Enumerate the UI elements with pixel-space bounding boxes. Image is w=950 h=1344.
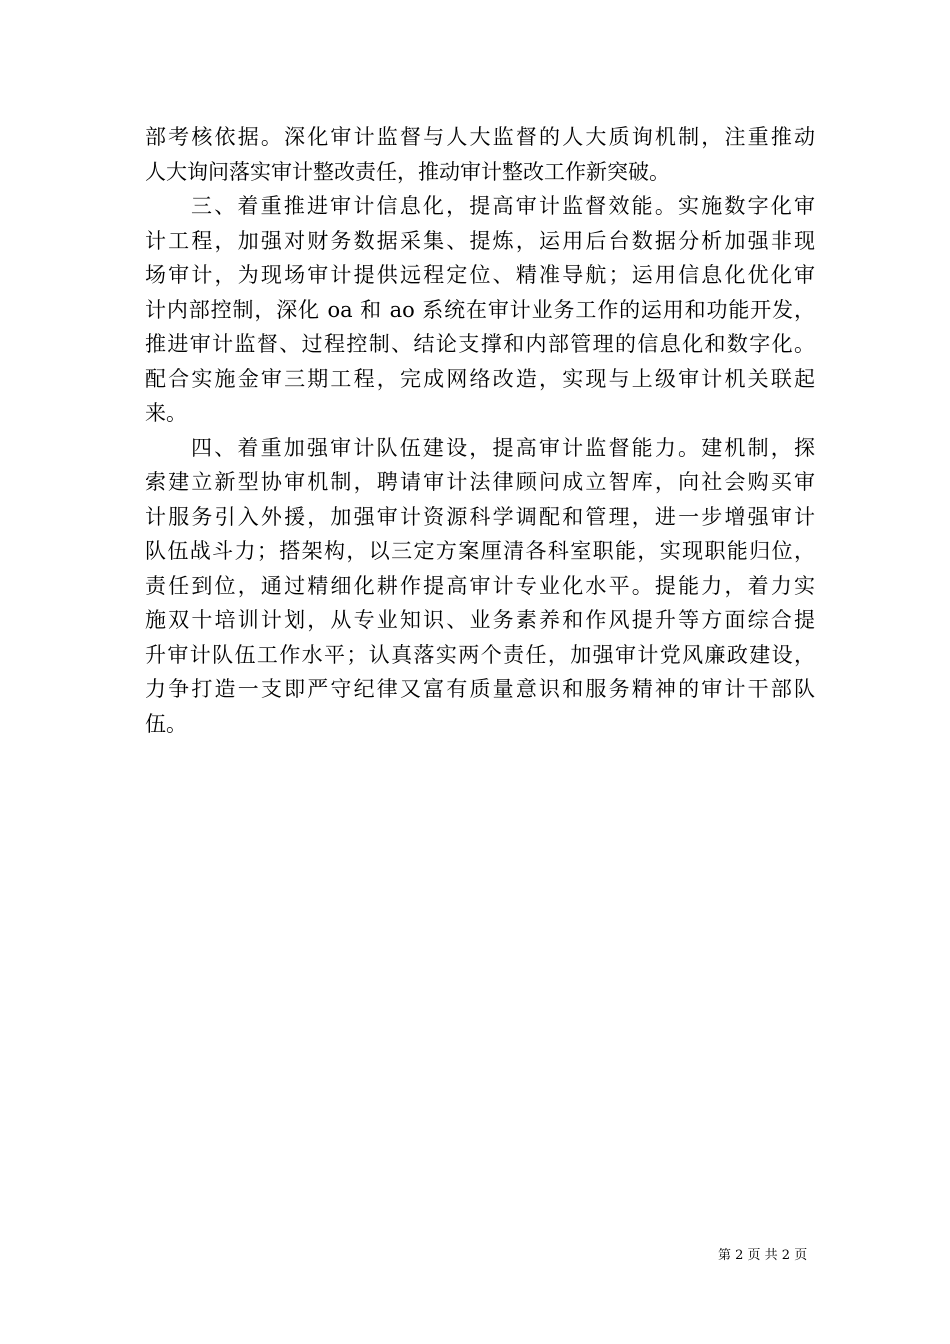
text-line: 施双十培训计划，从专业知识、业务素养和作风提升等方面综合提 [145, 608, 815, 632]
text-line: 来。 [145, 401, 187, 425]
text-line: 计内部控制，深化 oa 和 ao 系统在审计业务工作的运用和功能开发， [145, 297, 815, 322]
text-line: 伍。 [145, 711, 187, 736]
text-line: 人大询问落实审计整改责任，推动审计整改工作新突破。 [145, 159, 670, 184]
page-number-footer: 第 2 页 共 2 页 [718, 1248, 808, 1263]
paragraph-section-three [145, 189, 815, 431]
text-line: 计工程，加强对财务数据采集、提炼，运用后台数据分析加强非现 [145, 228, 815, 253]
text-line: 四、着重加强审计队伍建设，提高审计监督能力。建机制，探 [191, 435, 815, 460]
text-line: 配合实施金审三期工程，完成网络改造，实现与上级审计机关联起 [145, 366, 815, 391]
document-body [145, 120, 815, 741]
text-line: 队伍战斗力；搭架构，以三定方案厘清各科室职能，实现职能归位， [145, 539, 815, 563]
text-line: 力争打造一支即严守纪律又富有质量意识和服务精神的审计干部队 [145, 677, 815, 701]
text-line: 推进审计监督、过程控制、结论支撑和内部管理的信息化和数字化。 [145, 332, 815, 356]
paragraph-section-four [145, 431, 815, 742]
text-line: 索建立新型协审机制，聘请审计法律顾问成立智库，向社会购买审 [145, 470, 815, 494]
text-line: 升审计队伍工作水平；认真落实两个责任，加强审计党风廉政建设， [145, 642, 815, 667]
text-line: 责任到位，通过精细化耕作提高审计专业化水平。提能力，着力实 [145, 573, 815, 598]
text-line: 三、着重推进审计信息化，提高审计监督效能。实施数字化审 [191, 194, 815, 218]
text-line: 计服务引入外援，加强审计资源科学调配和管理，进一步增强审计 [145, 504, 815, 529]
text-line: 部考核依据。深化审计监督与人大监督的人大质询机制，注重推动 [145, 125, 815, 149]
text-line: 场审计，为现场审计提供远程定位、精准导航；运用信息化优化审 [145, 263, 815, 287]
paragraph-continuation [145, 120, 815, 189]
